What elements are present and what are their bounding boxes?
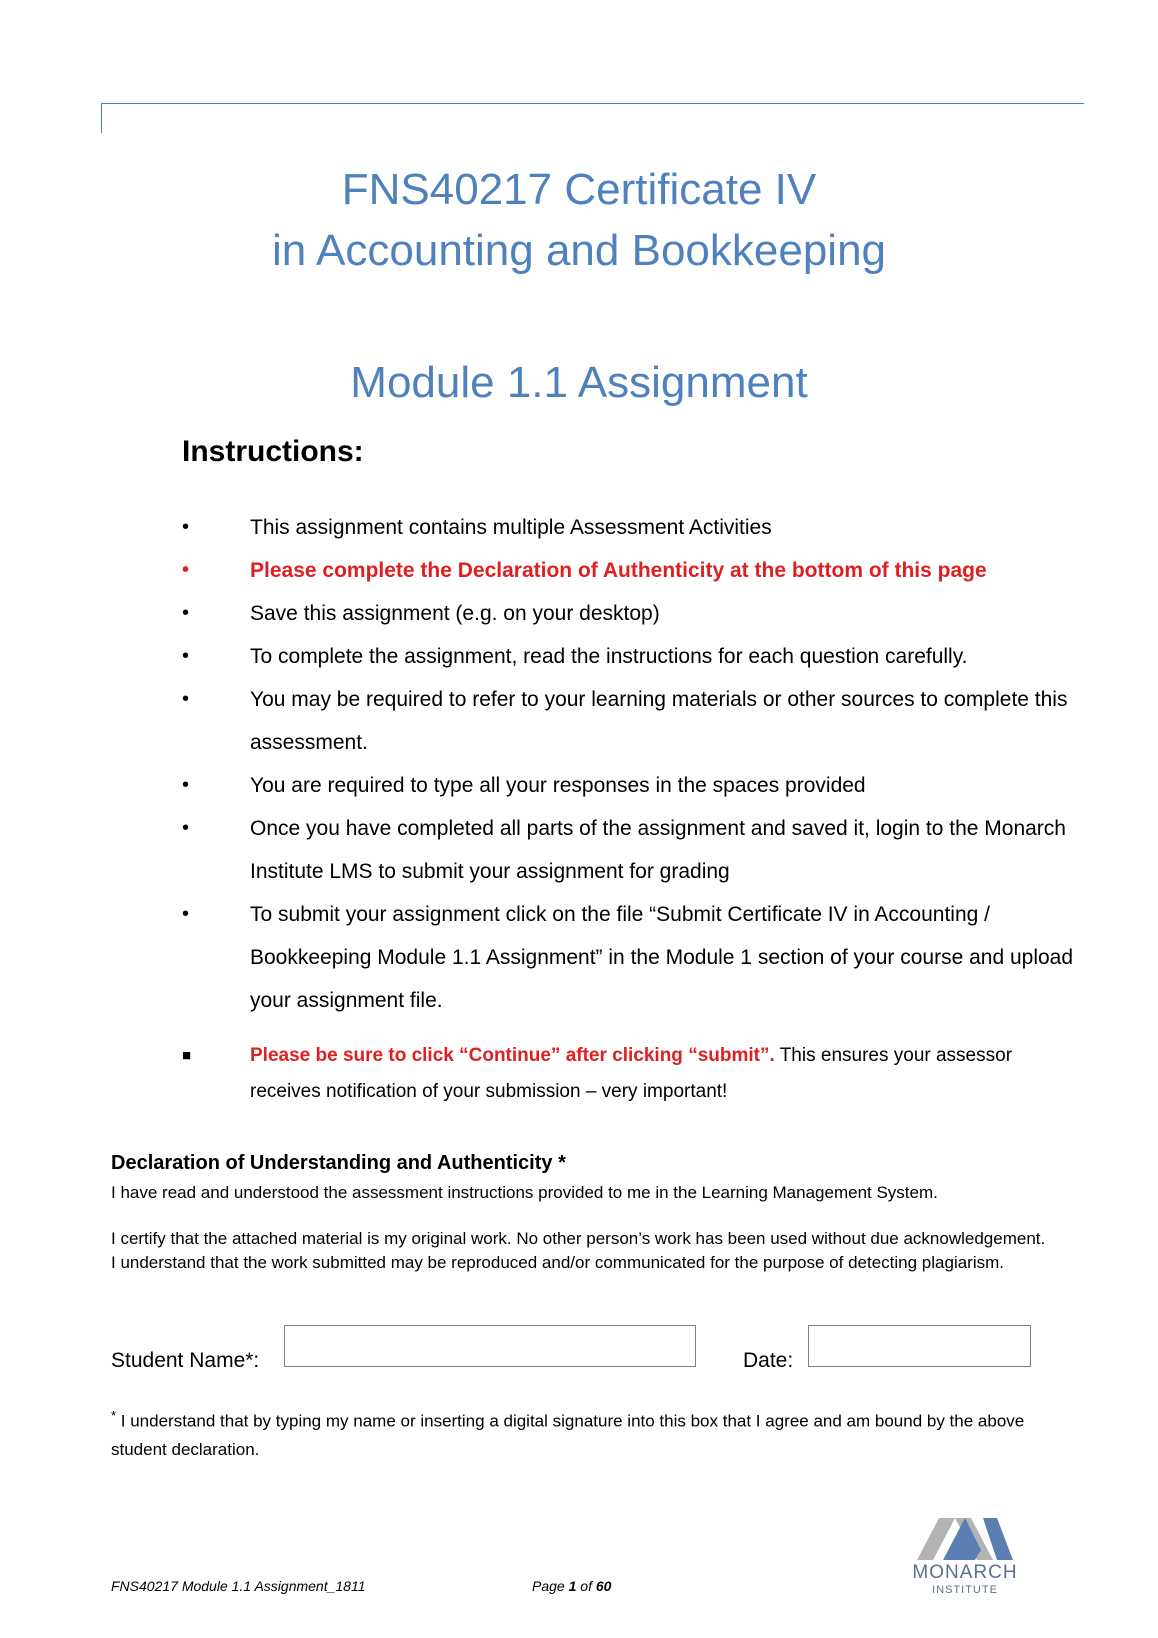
bullet-icon: •	[182, 903, 190, 925]
list-item: • This assignment contains multiple Assessment Activities	[182, 506, 1082, 549]
date-label: Date:	[743, 1349, 794, 1372]
declaration-paragraph-2: I certify that the attached material is my original work. No other person’s work has been used without due acknowledgement. I understand that the work submitted may be reproduced and/or communicated for the purpose of detecting plagiarism.	[111, 1229, 1046, 1272]
submit-warning-emphasis: Please be sure to click “Continue” after clicking “submit”.	[250, 1045, 775, 1066]
bullet-icon: •	[182, 645, 190, 667]
list-item: • Once you have completed all parts of the assignment and saved it, login to the Monarch Institute LMS to submit your assignment for grading	[182, 807, 1082, 893]
student-name-label: Student Name*:	[111, 1349, 260, 1372]
list-item: • You are required to type all your responses in the spaces provided	[182, 764, 1082, 807]
student-name-field[interactable]	[284, 1325, 696, 1367]
course-title-line1: FNS40217 Certificate IV	[341, 165, 817, 214]
list-item: • You may be required to refer to your learning materials or other sources to complete this assessment.	[182, 678, 1082, 764]
list-item: • Please complete the Declaration of Authenticity at the bottom of this page	[182, 549, 1082, 592]
course-title-line2: in Accounting and Bookkeeping	[271, 226, 887, 275]
footer-doc-ref: FNS40217 Module 1.1 Assignment_1811	[111, 1578, 366, 1594]
declaration-paragraph-1: I have read and understood the assessment instructions provided to me in the Learning Management System.	[111, 1183, 938, 1202]
instructions-list	[182, 506, 1082, 1022]
bullet-icon: •	[182, 688, 190, 710]
logo-name: MONARCH	[912, 1562, 1018, 1583]
submit-warning-text: This ensures your assessor receives notification of your submission – very important!	[250, 1045, 1013, 1102]
bullet-icon: •	[182, 602, 190, 624]
square-bullet-icon: ■	[182, 1047, 192, 1064]
footer-page-number: Page 1 of 60	[532, 1578, 612, 1594]
bullet-icon: •	[182, 516, 190, 538]
module-title: Module 1.1 Assignment	[350, 358, 808, 407]
footnote-marker: *	[111, 1408, 117, 1423]
logo-subtitle: INSTITUTE	[932, 1584, 998, 1596]
date-field[interactable]	[808, 1325, 1031, 1367]
header-rule	[101, 103, 1084, 104]
bullet-icon: •	[182, 774, 190, 796]
header-rule-vertical	[101, 103, 102, 133]
signature-footnote: * I understand that by typing my name or inserting a digital signature into this box that I agree and am bound by the above student declaration.	[111, 1408, 1025, 1459]
declaration-heading: Declaration of Understanding and Authenticity *	[111, 1152, 566, 1174]
bullet-icon: •	[182, 559, 190, 581]
instructions-heading: Instructions:	[182, 435, 364, 468]
list-item: • To submit your assignment click on the file “Submit Certificate IV in Accounting / Bookkeeping Module 1.1 Assignment” in the Module 1 section of your course and upload your assignment file.	[182, 893, 1082, 1022]
list-item: • Save this assignment (e.g. on your desktop)	[182, 592, 1082, 635]
bullet-icon: •	[182, 817, 190, 839]
list-item-submit-warning	[182, 1038, 1087, 1110]
list-item: • To complete the assignment, read the instructions for each question carefully.	[182, 635, 1082, 678]
